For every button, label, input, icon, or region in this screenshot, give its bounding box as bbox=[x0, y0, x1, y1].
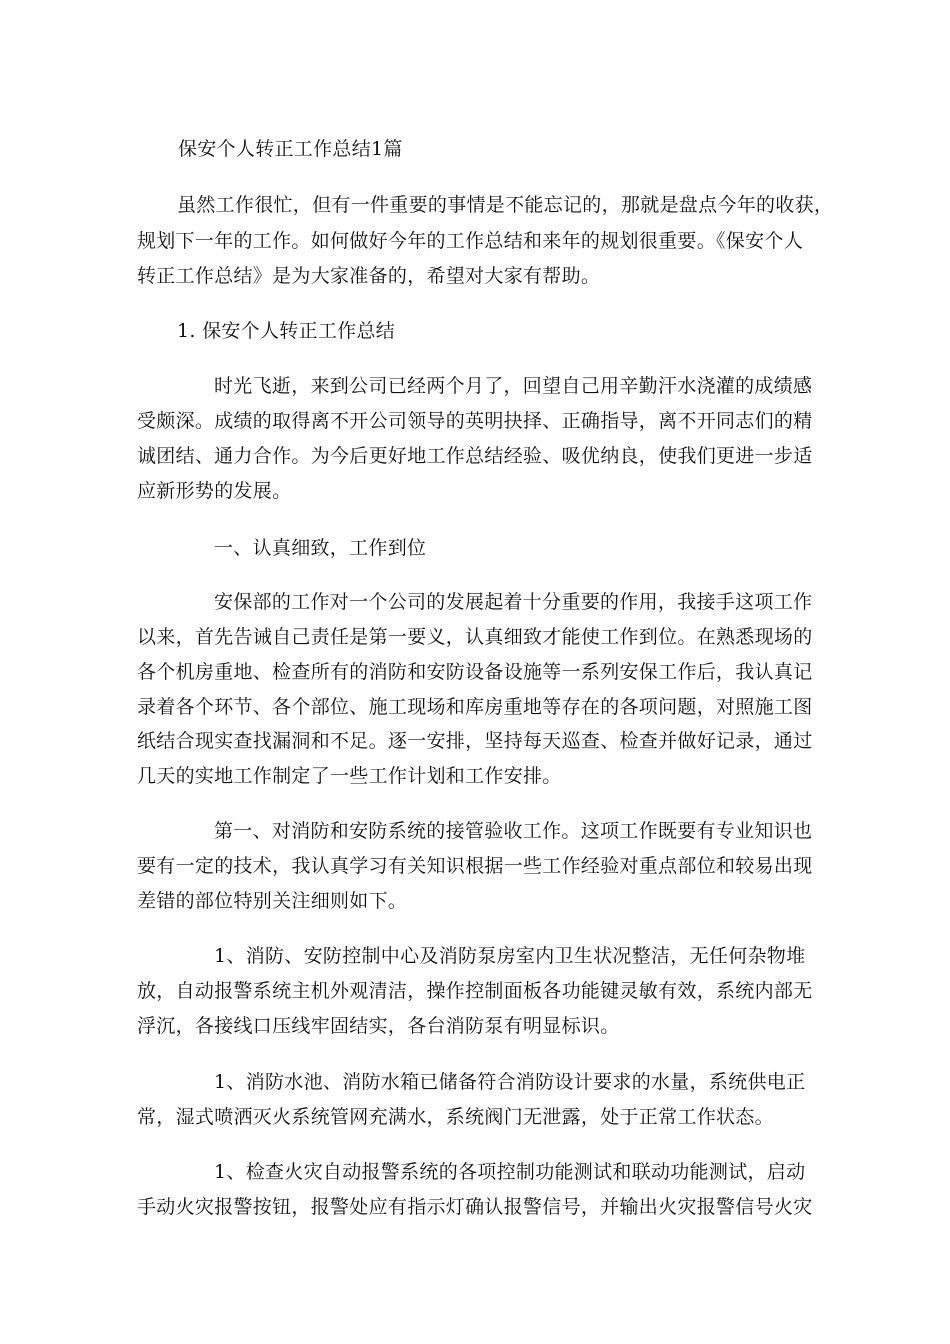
paragraph-line: 各个机房重地、检查所有的消防和安防设备设施等一系列安保工作后，我认真记 bbox=[137, 661, 813, 683]
paragraph-line: 1、消防、安防控制中心及消防泵房室内卫生状况整洁，无任何杂物堆 bbox=[214, 945, 806, 967]
intro-line: 转正工作总结》是为大家准备的，希望对大家有帮助。 bbox=[137, 265, 601, 287]
paragraph-line: 1、检查火灾自动报警系统的各项控制功能测试和联动功能测试，启动 bbox=[214, 1161, 806, 1183]
paragraph-line: 受颇深。成绩的取得离不开公司领导的英明抉择、正确指导，离不开同志们的精 bbox=[137, 410, 813, 432]
paragraph-line: 差错的部位特别关注细则如下。 bbox=[137, 890, 408, 912]
section-heading: 1. 保安个人转正工作总结 bbox=[177, 320, 396, 342]
paragraph-line: 要有一定的技术，我认真学习有关知识根据一些工作经验对重点部位和较易出现 bbox=[137, 855, 813, 877]
paragraph-line: 放，自动报警系统主机外观清洁，操作控制面板各功能键灵敏有效，系统内部无 bbox=[137, 980, 813, 1002]
paragraph-line: 诚团结、通力合作。为今后更好地工作总结经验、吸优纳良，使我们更进一步适 bbox=[137, 445, 813, 467]
paragraph-line: 时光飞逝，来到公司已经两个月了，回望自己用辛勤汗水浇灌的成绩感 bbox=[214, 375, 813, 397]
document-title: 保安个人转正工作总结1篇 bbox=[178, 138, 403, 160]
intro-line: 规划下一年的工作。如何做好今年的工作总结和来年的规划很重要。《保安个人 bbox=[137, 230, 804, 252]
paragraph-line: 常，湿式喷洒灭火系统管网充满水，系统阀门无泄露，处于正常工作状态。 bbox=[137, 1106, 774, 1128]
paragraph-line: 手动火灾报警按钮，报警处应有指示灯确认报警信号，并输出火灾报警信号火灾 bbox=[137, 1196, 813, 1218]
paragraph-line: 安保部的工作对一个公司的发展起着十分重要的作用，我接手这项工作 bbox=[214, 591, 813, 613]
intro-line: 虽然工作很忙，但有一件重要的事情是不能忘记的，那就是盘点今年的收获， bbox=[177, 194, 834, 216]
paragraph-line: 第一、对消防和安防系统的接管验收工作。这项工作既要有专业知识也 bbox=[214, 820, 813, 842]
paragraph-line: 纸结合现实查找漏洞和不足。逐一安排，坚持每天巡查、检查并做好记录，通过 bbox=[137, 730, 813, 752]
paragraph-line: 应新形势的发展。 bbox=[137, 480, 292, 502]
paragraph-line: 1、消防水池、消防水箱已储备符合消防设计要求的水量，系统供电正 bbox=[214, 1071, 806, 1093]
paragraph-line: 几天的实地工作制定了一些工作计划和工作安排。 bbox=[137, 765, 562, 787]
paragraph-line: 录着各个环节、各个部位、施工现场和库房重地等存在的各项问题，对照施工图 bbox=[137, 696, 813, 718]
subheading: 一、认真细致，工作到位 bbox=[214, 537, 427, 559]
paragraph-line: 以来，首先告诫自己责任是第一要义，认真细致才能使工作到位。在熟悉现场的 bbox=[137, 626, 813, 648]
paragraph-line: 浮沉，各接线口压线牢固结实，各台消防泵有明显标识。 bbox=[137, 1015, 620, 1037]
